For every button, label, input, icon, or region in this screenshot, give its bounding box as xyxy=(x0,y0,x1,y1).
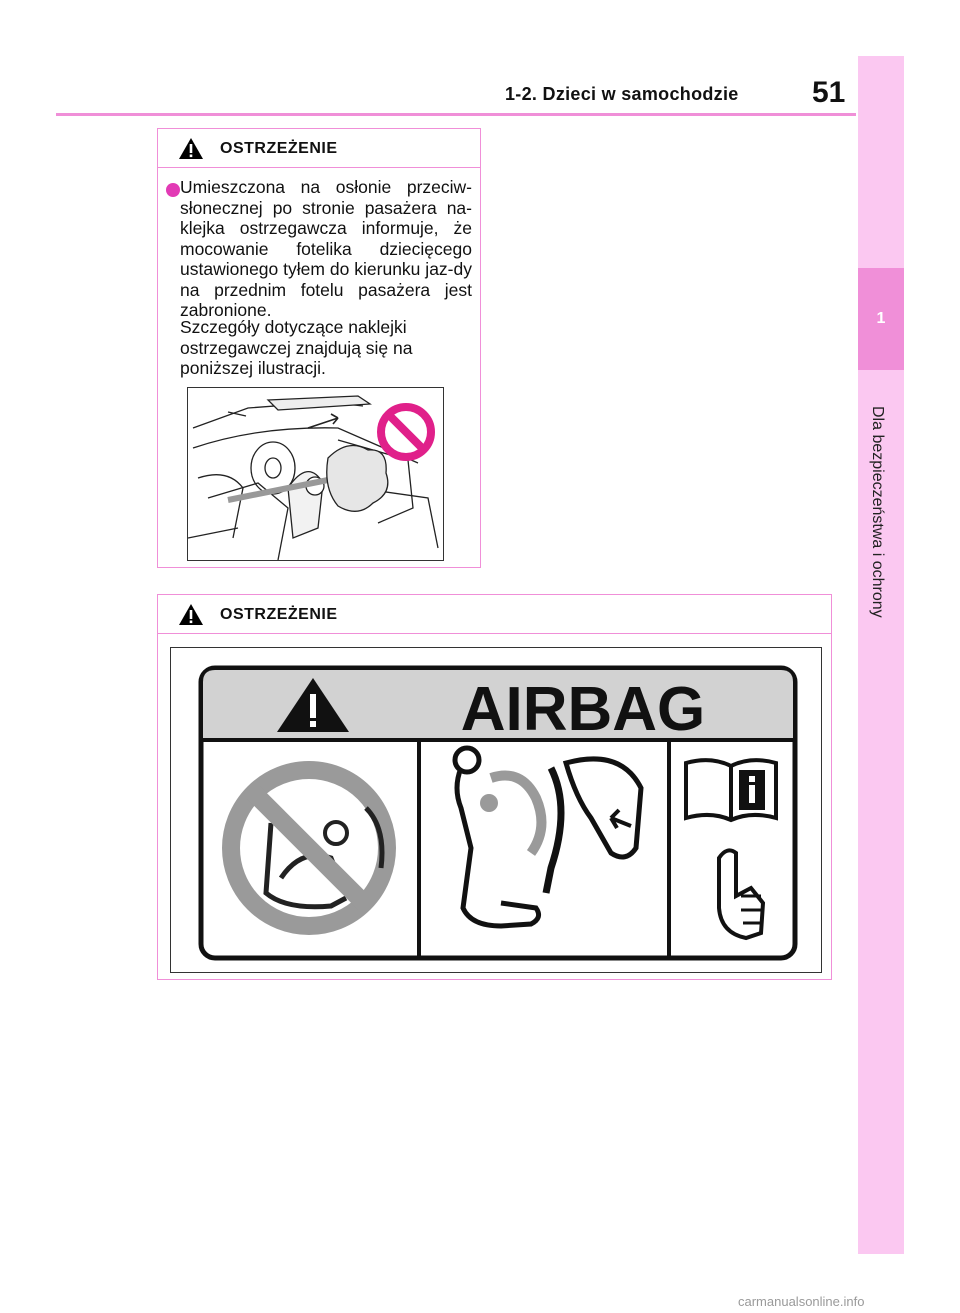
warning-title: OSTRZEŻENIE xyxy=(220,140,338,157)
no-child-seat-car-interior-illustration xyxy=(187,387,444,561)
chapter-title: Dla bezpieczeństwa i ochrony xyxy=(869,406,886,618)
warning-paragraph: Umieszczona na osłonie przeciw-słonecznej po stronie pasażera na-klejka ostrzegawcza informuje, że mocowanie fotelika dziecięcego ustawionego tyłem do kierunku jaz-dy na przednim fotelu pasażera jest zabronione. xyxy=(180,177,472,320)
footer-watermark: carmanualsonline.info xyxy=(738,1294,865,1309)
page-number: 51 xyxy=(812,76,846,109)
warning-triangle-icon xyxy=(178,603,204,626)
section-title: 1-2. Dzieci w samochodzie xyxy=(505,84,739,104)
warning-triangle-icon xyxy=(178,137,204,160)
warning-header xyxy=(158,595,831,634)
warning-title: OSTRZEŻENIE xyxy=(220,606,338,623)
warning-box-2 xyxy=(157,594,832,980)
chapter-number: 1 xyxy=(858,268,904,370)
chapter-side-tab xyxy=(858,56,904,1254)
airbag-label-text: AIRBAG xyxy=(460,675,706,744)
bullet-icon xyxy=(166,183,180,197)
header-divider xyxy=(56,113,856,116)
warning-box-1 xyxy=(157,128,481,568)
warning-header xyxy=(158,129,480,168)
airbag-warning-label xyxy=(170,647,822,973)
warning-paragraph-2: Szczegóły dotyczące naklejki ostrzegawczej znajdują się na poniższej ilustracji. xyxy=(180,317,413,378)
